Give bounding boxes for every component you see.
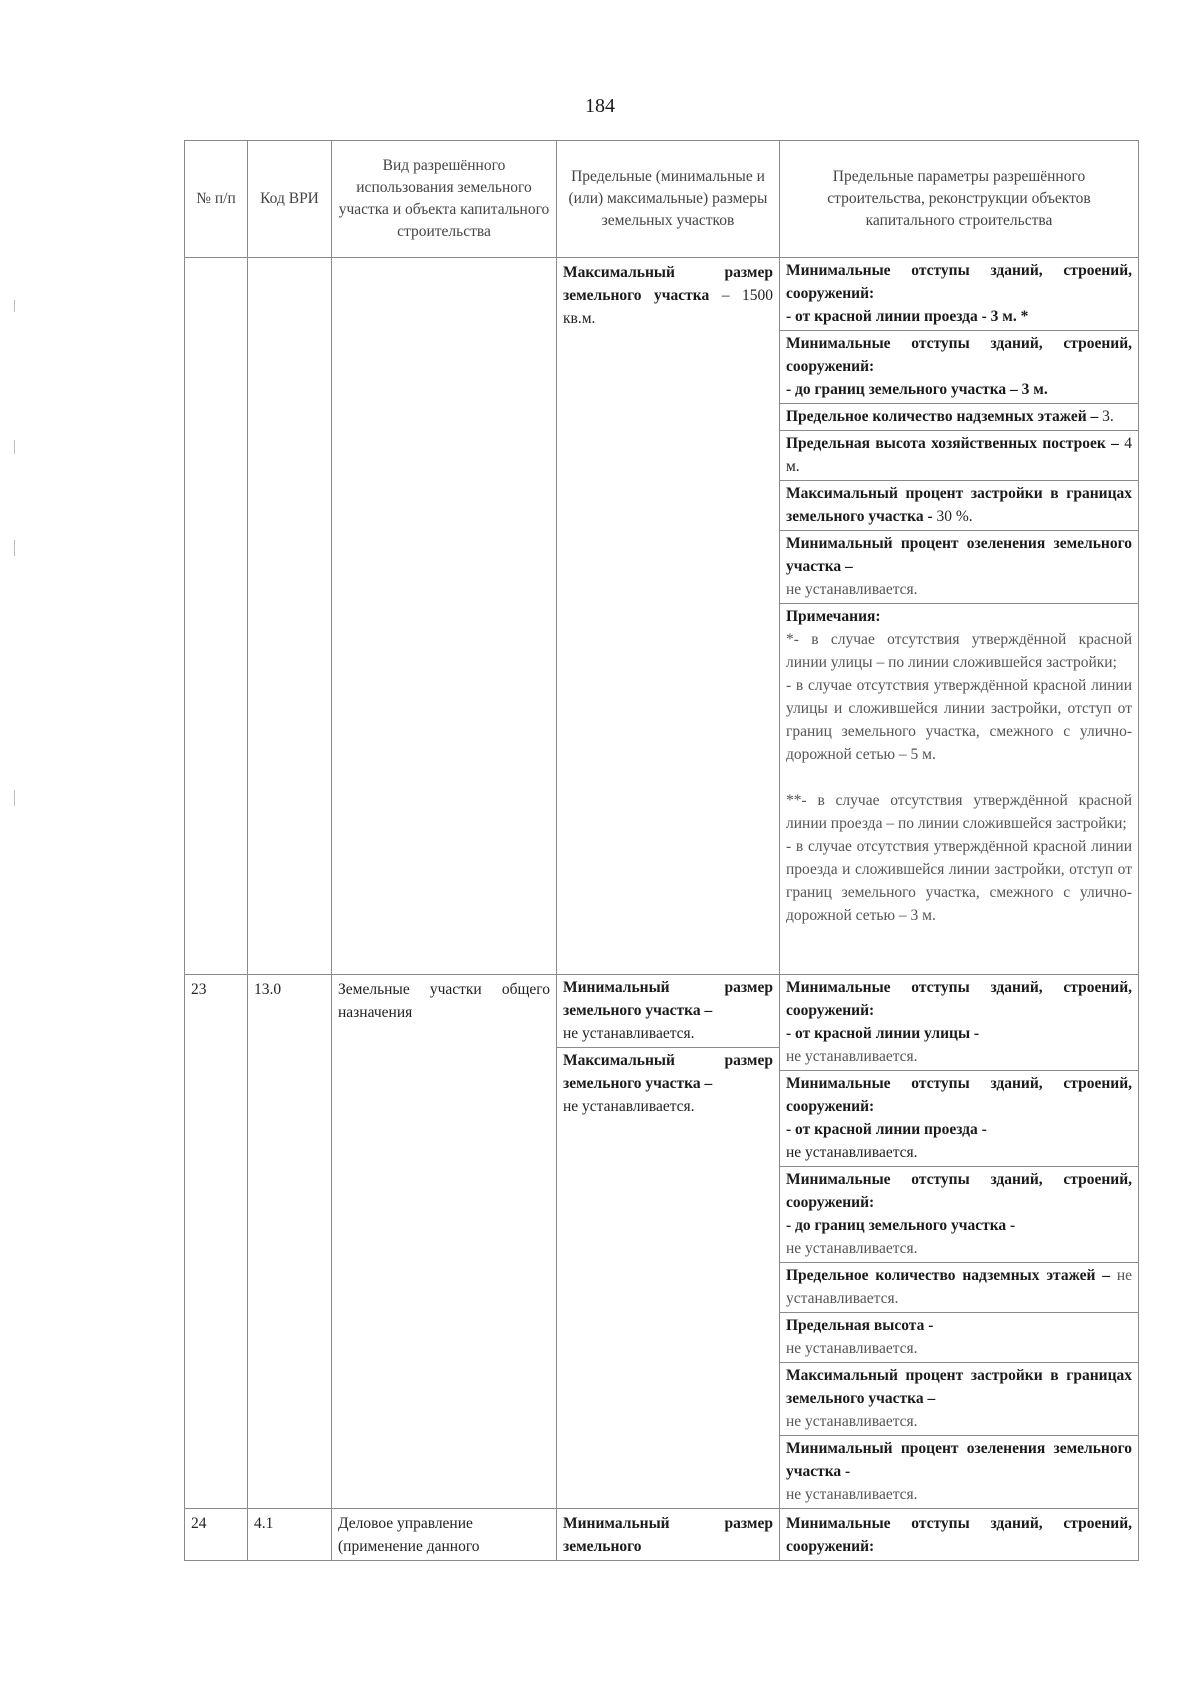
param-value-lead: - от красной линии проезда -	[786, 1121, 987, 1138]
page-number: 184	[585, 95, 615, 117]
param-value: 30 %.	[932, 508, 973, 525]
cell-use-type	[332, 258, 557, 975]
note-1: *- в случае отсутствия утверждённой красной линии улицы – по линии сложившейся застройки;	[786, 631, 1132, 671]
min-size-label: Минимальный размер земельного участка –	[563, 979, 773, 1019]
param-label: Минимальные отступы зданий, строений, сооружений:	[786, 979, 1132, 1019]
document-sheet	[184, 140, 1138, 1561]
margin-mark	[14, 540, 15, 556]
notes-block	[780, 603, 1138, 929]
header-code: Код ВРИ	[248, 141, 332, 258]
param-max-height	[780, 1312, 1138, 1362]
param-label: Минимальные отступы зданий, строений, сооружений:	[786, 1515, 1132, 1555]
cell-build-params	[780, 258, 1139, 975]
row-number: 24	[191, 1515, 207, 1532]
param-label: Предельное количество надземных этажей –	[786, 1267, 1110, 1284]
cell-num	[185, 975, 248, 1509]
param-value: - до границ земельного участка – 3 м.	[786, 381, 1048, 398]
param-label: Предельная высота -	[786, 1317, 934, 1334]
cell-code	[248, 975, 332, 1509]
header-build-params: Предельные параметры разрешённого строительства, реконструкции объектов капитального строительства	[780, 141, 1139, 258]
param-min-greenery	[780, 1435, 1138, 1508]
cell-num	[185, 258, 248, 975]
param-value: 3.	[1098, 408, 1114, 425]
param-value-lead: - от красной линии улицы -	[786, 1025, 980, 1042]
note-3: **- в случае отсутствия утверждённой красной линии проезда – по линии сложившейся застройки;	[786, 792, 1132, 832]
param-label: Предельное количество надземных этажей –	[786, 408, 1099, 425]
header-plot-size: Предельные (минимальные и (или) максимальные) размеры земельных участков	[557, 141, 780, 258]
max-size	[557, 1047, 779, 1120]
row-number: 23	[191, 981, 207, 998]
cell-build-params	[780, 1509, 1139, 1561]
row-use-type: Земельные участки общего назначения	[338, 981, 550, 1021]
cell-build-params	[780, 975, 1139, 1509]
cell-code	[248, 258, 332, 975]
min-size-value: не устанавливается.	[563, 1025, 695, 1042]
param-max-coverage	[780, 1362, 1138, 1435]
param-setback-driveway	[780, 1070, 1138, 1166]
param-floors	[780, 1262, 1138, 1312]
param-label: Максимальный процент застройки в границах земельного участка -	[786, 485, 1132, 525]
header-num: № п/п	[185, 141, 248, 258]
note-2: - в случае отсутствия утверждённой красной линии улицы и сложившейся линии застройки, отступ от границ земельного участка, смежного с улично-дорожной сетью – 5 м.	[786, 677, 1132, 763]
param-value: не устанавливается.	[786, 1413, 918, 1430]
min-size	[557, 975, 779, 1047]
param-setback-boundary	[780, 330, 1138, 403]
param-floors	[780, 403, 1138, 430]
param-value: не устанавливается.	[786, 1144, 918, 1161]
param-value-lead: - до границ земельного участка -	[786, 1217, 1016, 1234]
min-size-label: Минимальный размер земельного	[563, 1515, 773, 1555]
param-label: Минимальные отступы зданий, строений, сооружений:	[786, 262, 1132, 302]
param-label: Предельная высота хозяйственных построек –	[786, 435, 1119, 452]
param-value: - от красной линии проезда - 3 м. *	[786, 308, 1029, 325]
table-row-23	[185, 975, 1139, 1509]
param-label: Минимальные отступы зданий, строений, сооружений:	[786, 1171, 1132, 1211]
max-size-label: Максимальный размер земельного участка	[563, 264, 773, 304]
cell-num	[185, 1509, 248, 1561]
cell-code	[248, 1509, 332, 1561]
cell-use-type	[332, 975, 557, 1509]
param-value: не устанавливается.	[786, 1267, 1132, 1307]
param-max-coverage	[780, 480, 1138, 530]
max-size-label: Максимальный размер земельного участка –	[563, 1052, 773, 1092]
param-outbuilding-height	[780, 430, 1138, 480]
row-code: 13.0	[254, 981, 282, 998]
param-value: не устанавливается.	[786, 1048, 918, 1065]
param-label: Минимальный процент озеленения земельного участка –	[786, 535, 1132, 575]
margin-mark	[14, 440, 15, 454]
param-value: не устанавливается.	[786, 1240, 918, 1257]
table-row-24	[185, 1509, 1139, 1561]
param-value: не устанавливается.	[786, 1486, 918, 1503]
max-size-value: – 1500 кв.м.	[563, 287, 773, 327]
param-setback-street	[780, 975, 1138, 1070]
table-row-continuation	[185, 258, 1139, 975]
row-code: 4.1	[254, 1515, 274, 1532]
param-label: Минимальные отступы зданий, строений, сооружений:	[786, 335, 1132, 375]
regulations-table	[184, 140, 1139, 1561]
cell-plot-size	[557, 1509, 780, 1561]
param-value: не устанавливается.	[786, 581, 918, 598]
table-header-row	[185, 141, 1139, 258]
param-label: Минимальный процент озеленения земельного участка -	[786, 1440, 1132, 1480]
row-use-type: Деловое управление (применение данного	[338, 1515, 480, 1555]
note-4: - в случае отсутствия утверждённой красной линии проезда и сложившейся линии застройки, отступ от границ земельного участка, смежного с улично-дорожной сетью – 3 м.	[786, 838, 1132, 924]
param-value: 4 м.	[786, 435, 1132, 475]
cell-plot-size	[557, 258, 780, 975]
param-value: не устанавливается.	[786, 1340, 918, 1357]
max-size-value: не устанавливается.	[563, 1098, 695, 1115]
cell-use-type	[332, 1509, 557, 1561]
margin-mark	[14, 790, 15, 806]
param-label: Максимальный процент застройки в границах земельного участка –	[786, 1367, 1132, 1407]
cell-plot-size	[557, 975, 780, 1509]
header-use-type: Вид разрешённого использования земельного участка и объекта капитального строительства	[332, 141, 557, 258]
margin-mark	[14, 300, 15, 312]
notes-title: Примечания:	[786, 608, 881, 625]
param-setback-red-line	[780, 258, 1138, 330]
param-setback-boundary	[780, 1166, 1138, 1262]
param-min-greenery	[780, 530, 1138, 603]
param-label: Минимальные отступы зданий, строений, сооружений:	[786, 1075, 1132, 1115]
